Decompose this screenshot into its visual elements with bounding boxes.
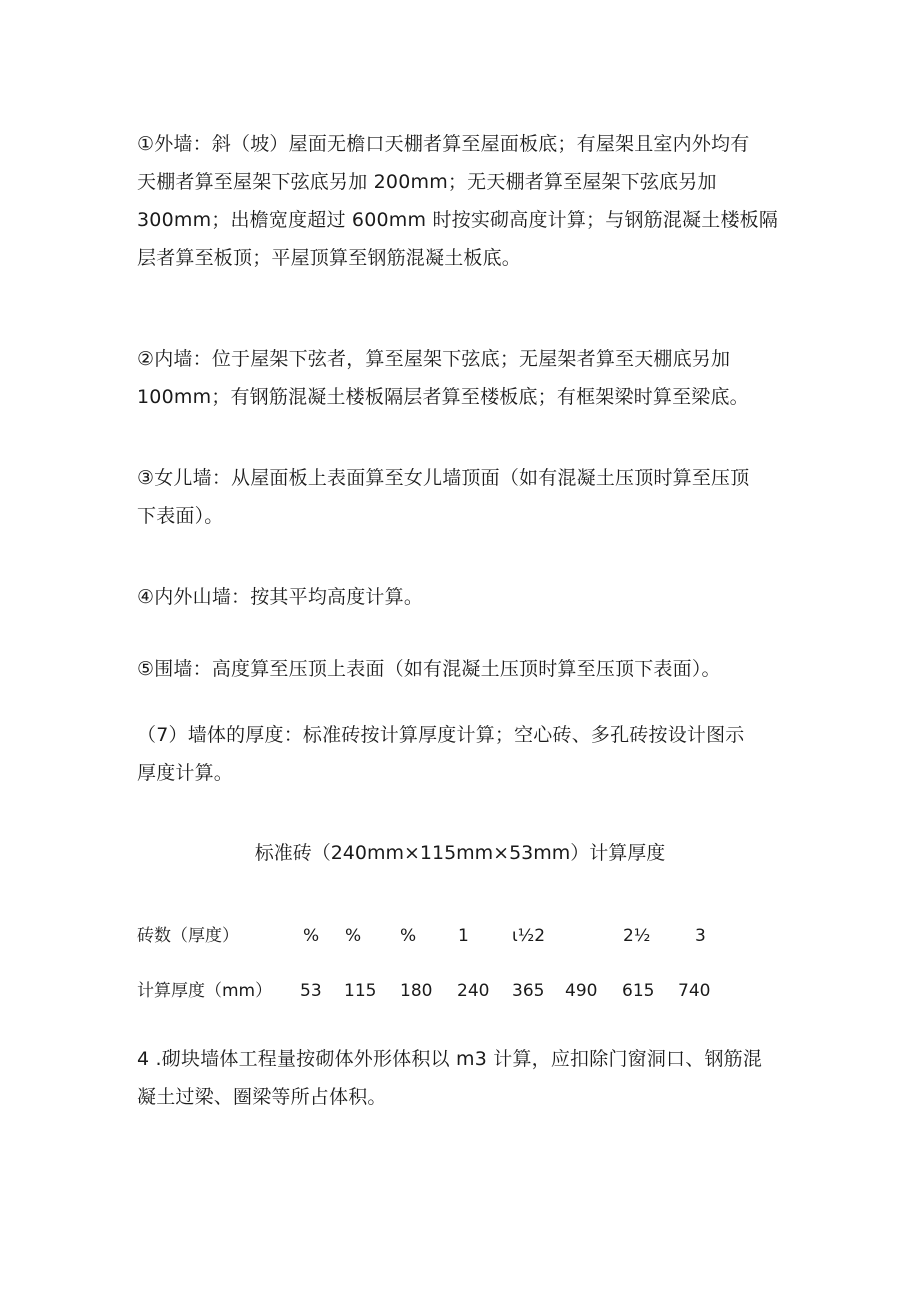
text-line: ④内外山墙：按其平均高度计算。 xyxy=(137,586,424,608)
table-cell: ι½2 xyxy=(512,926,546,946)
text-line: ③女儿墙：从屋面板上表面算至女儿墙顶面（如有混凝土压顶时算至压顶 xyxy=(137,467,750,489)
paragraph-fence xyxy=(137,650,787,688)
table-cell: 1 xyxy=(458,926,469,946)
paragraph-parapet xyxy=(137,459,787,535)
table-cell: 365 xyxy=(512,981,545,1001)
text-line: 层者算至板顶；平屋顶算至钢筋混凝土板底。 xyxy=(137,247,522,269)
text-line: 下表面）。 xyxy=(137,505,224,527)
table-title: 标准砖（240mm×115mm×53mm）计算厚度 xyxy=(254,842,666,864)
table-cell: % xyxy=(345,926,362,946)
table-cell: 740 xyxy=(678,981,711,1001)
table-cell: % xyxy=(303,926,320,946)
paragraph-block-wall xyxy=(137,1040,787,1116)
row-label: 砖数（厚度） xyxy=(137,926,239,946)
text-line: ①外墙：斜（坡）屋面无檐口天棚者算至屋面板底；有屋架且室内外均有 xyxy=(137,133,750,155)
table-cell: 240 xyxy=(457,981,490,1001)
table-cell: 115 xyxy=(344,981,377,1001)
table-cell: 2½ xyxy=(623,926,651,946)
text-line: 300mm；出檐宽度超过 600mm 时按实砌高度计算；与钢筋混凝土楼板隔 xyxy=(137,209,779,231)
table-row-calc-thickness xyxy=(137,976,777,1006)
paragraph-gable xyxy=(137,578,787,616)
text-line: ⑤围墙：高度算至压顶上表面（如有混凝土压顶时算至压顶下表面）。 xyxy=(137,658,721,680)
text-line: 凝土过梁、圈梁等所占体积。 xyxy=(137,1086,387,1108)
paragraph-thickness xyxy=(137,716,787,792)
table-cell: 180 xyxy=(400,981,433,1001)
row-label: 计算厚度（mm） xyxy=(137,981,273,1001)
table-cell: 615 xyxy=(622,981,655,1001)
text-line: 4 .砌块墙体工程量按砌体外形体积以 m3 计算，应扣除门窗洞口、钢筋混 xyxy=(137,1048,763,1070)
text-line: 厚度计算。 xyxy=(137,762,234,784)
text-line: 100mm；有钢筋混凝土楼板隔层者算至楼板底；有框架梁时算至梁底。 xyxy=(137,386,749,408)
text-line: ②内墙：位于屋架下弦者，算至屋架下弦底；无屋架者算至天棚底另加 xyxy=(137,348,731,370)
table-cell: % xyxy=(400,926,417,946)
table-row-brick-count xyxy=(137,921,777,951)
text-line: 天棚者算至屋架下弦底另加 200mm；无天棚者算至屋架下弦底另加 xyxy=(137,171,717,193)
table-cell: 53 xyxy=(300,981,322,1001)
table-cell: 490 xyxy=(565,981,598,1001)
paragraph-outer-wall xyxy=(137,125,787,277)
paragraph-inner-wall xyxy=(137,340,787,416)
table-cell: 3 xyxy=(695,926,706,946)
text-line: （7）墙体的厚度：标准砖按计算厚度计算；空心砖、多孔砖按设计图示 xyxy=(137,724,745,746)
